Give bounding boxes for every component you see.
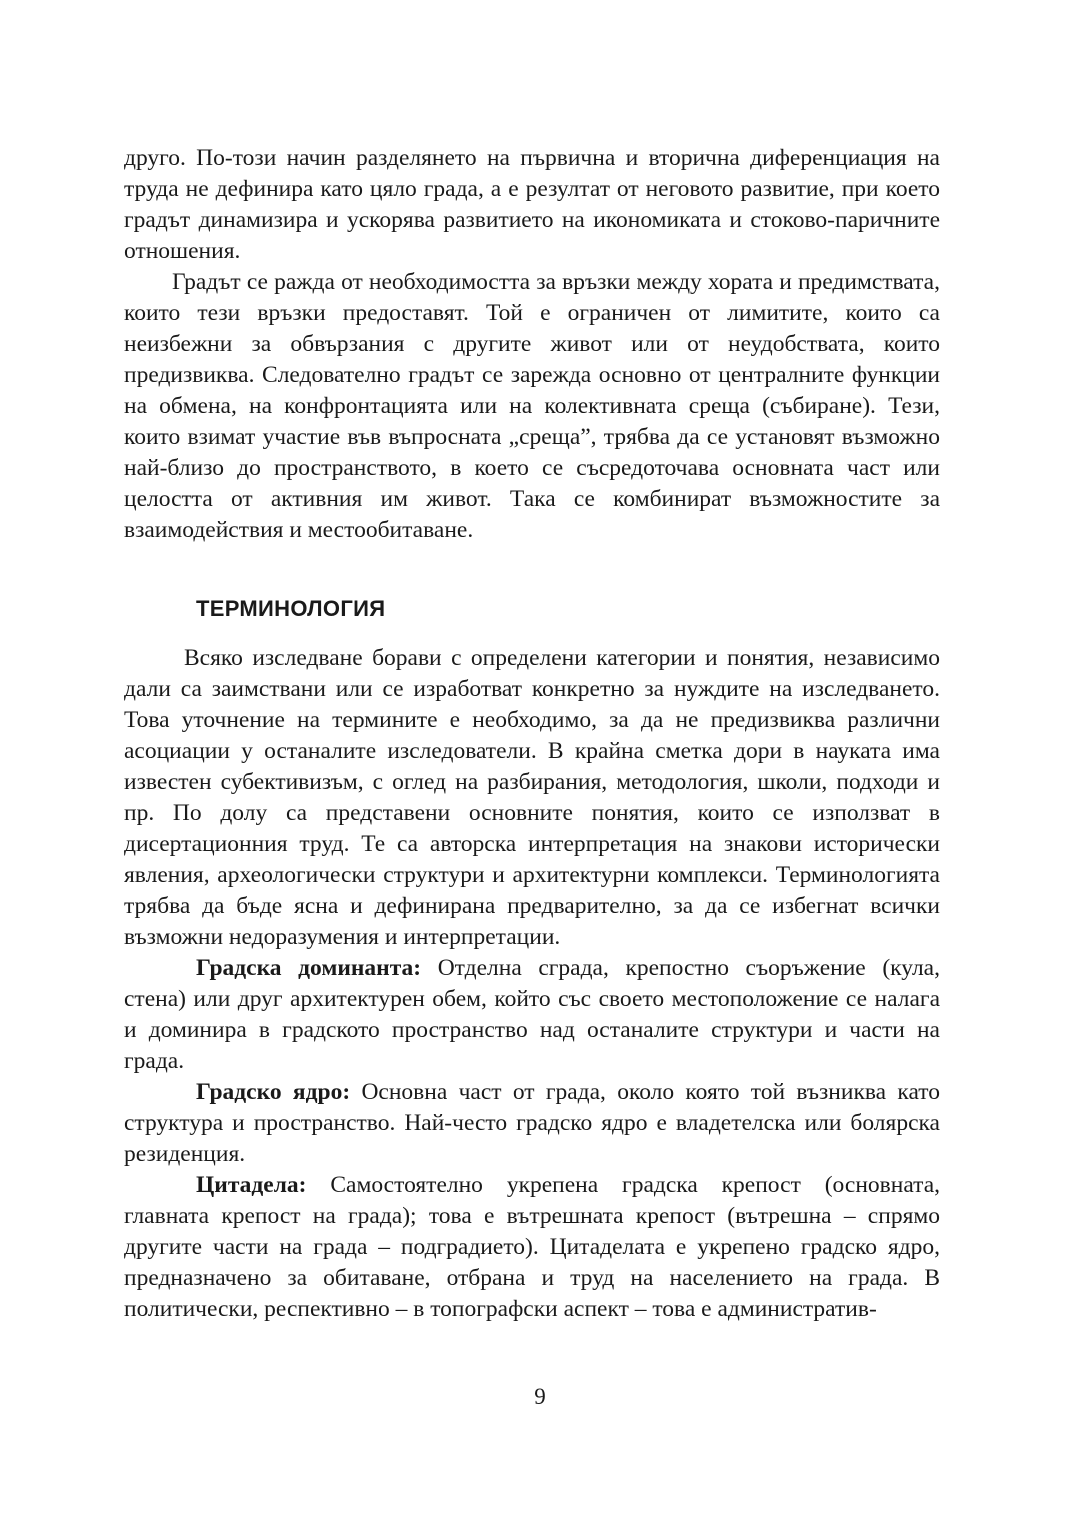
term-label: Градско ядро: [196, 1079, 351, 1105]
term-definition: Основна част от града, около която той възниква като структура и пространство. Най-често градско ядро е владетелска или болярска резиденция. [124, 1079, 940, 1167]
page-number: 9 [534, 1384, 546, 1409]
term-entry-dominant [124, 953, 940, 1077]
term-label: Цитадела: [196, 1172, 307, 1198]
term-definition: Самостоятелно укрепена градска крепост (основната, главната крепост на града); това е вътрешната крепост (вътрешна – спрямо другите части на града – подградието). Цитаделата е укрепено градско ядро, предназначено за обитаване, отбрана и труд на населението на града. В политически, респективно – в топографски аспект – това е административ- [124, 1172, 940, 1322]
term-label: Градска доминанта: [196, 955, 422, 981]
term-entry-core [124, 1077, 940, 1170]
section-heading: ТЕРМИНОЛОГИЯ [196, 596, 386, 621]
terminology-text [124, 643, 940, 1325]
term-definition: Отделна сграда, крепостно съоръжение (кула, стена) или друг архитектурен обем, който със своето местоположение се налага и доминира в градското пространство над останалите структури и части на града. [124, 955, 940, 1074]
term-entry-citadel [124, 1170, 940, 1325]
intro-paragraph-2: Градът се ражда от необходимостта за връзки между хората и предимствата, които тези връзки предоставят. Той е ограничен от лимитите, които са неизбежни за обвързания с другите живот или от неудобствата, които предизвиква. Следователно градът се зарежда основно от централните функции на обмена, на конфронтацията или на колективната среща (събиране). Тези, които взимат участие във въпросната „среща”, трябва да се установят възможно най-близо до пространството, в което се съсредоточава основната част или целостта от активния им живот. Така се комбинират възможностите за взаимодействия и местообитаване. [124, 269, 940, 543]
terminology-intro: Всяко изследване борави с определени категории и понятия, независимо дали са заимствани или се изработват конкретно за нуждите на изследването. Това уточнение на термините е необходимо, за да не предизвиква различни асоциации у останалите изследователи. В крайна сметка дори в науката има известен субективизъм, с оглед на разбирания, методология, школи, подходи и пр. По долу са представени основните понятия, които се използват в дисертационния труд. Те са авторска интерпретация на знакови исторически явления, археологически структури и архитектурни комплекси. Терминологията трябва да бъде ясна и дефинирана предварително, за да се избегнат всички възможни недоразумения и интерпретации. [124, 645, 940, 950]
intro-paragraph-1: друго. По-този начин разделянето на първична и вторична диференциация на труда не дефинира като цяло града, а е резултат от неговото развитие, при което градът динамизира и ускорява развитието на икономиката и стоково-паричните отношения. [124, 145, 940, 264]
intro-text [124, 143, 940, 546]
